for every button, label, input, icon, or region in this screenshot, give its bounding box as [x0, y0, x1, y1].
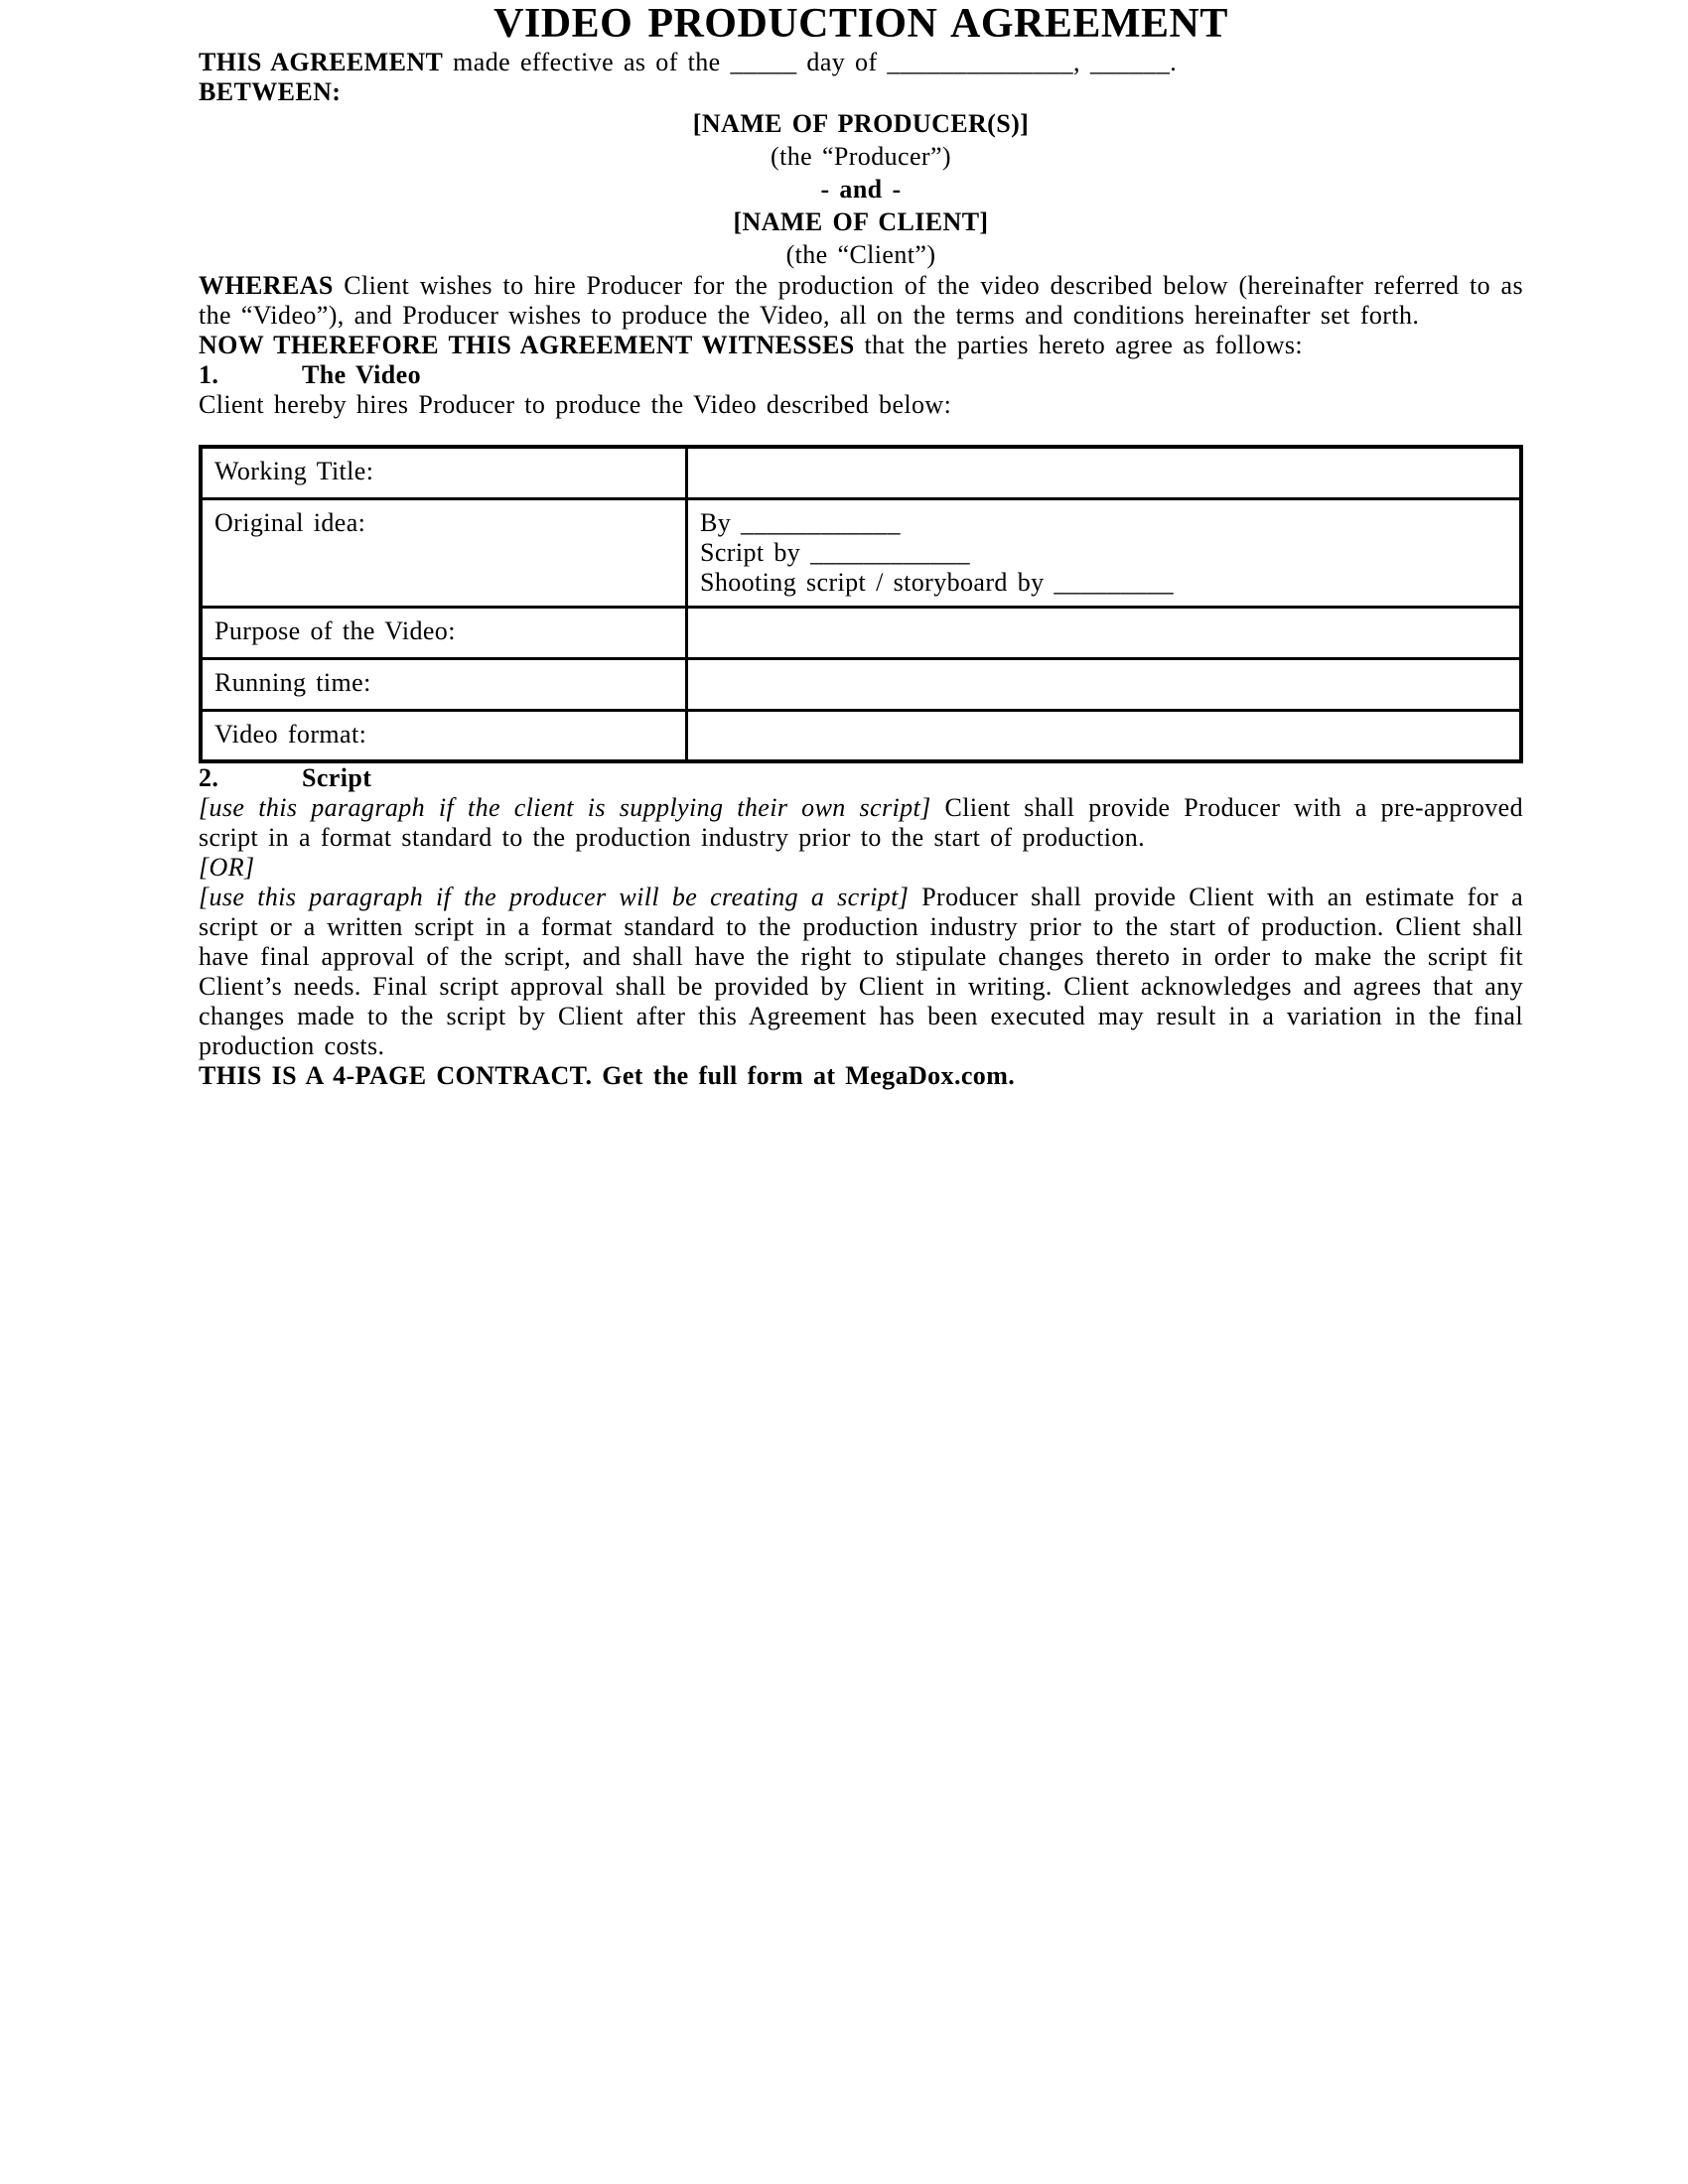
client-name-placeholder: [NAME OF CLIENT]: [733, 207, 989, 236]
row-label: Working Title:: [201, 447, 687, 498]
now-therefore-text: that the parties hereto agree as follows:: [854, 331, 1304, 359]
producer-alias: (the “Producer”): [771, 142, 951, 171]
table-row-working-title: [201, 447, 1521, 498]
producer-script-text: Producer shall provide Client with an estimate for a script or a written script in a format standard to the production industry prior to the start of production. Client shall have final approval of the script, and shall have the right to stipulate changes thereto in order to make the script fit Client’s needs. Final script approval shall be provided by Client in writing. Client acknowledges and agrees that any changes made to the script by Client after this Agreement has been executed may result in a variation in the final production costs.: [199, 883, 1524, 1060]
table-row-video-format: [201, 710, 1521, 761]
original-idea-storyboard-line: Shooting script / storyboard by _________: [700, 567, 1174, 597]
table-row-original-idea: [201, 498, 1521, 607]
whereas-text: Client wishes to hire Producer for the production of the video described below (hereinafter referred to as the “Video”), and Producer wishes to produce the Video, all on the terms and conditions hereinafter set forth.: [199, 271, 1523, 330]
whereas-paragraph: [199, 271, 1523, 331]
section-2-title: Script: [302, 763, 372, 792]
section-1-number: 1.: [199, 360, 219, 389]
client-alias: (the “Client”): [785, 240, 936, 269]
section-2-heading: [199, 763, 1523, 793]
row-value: [687, 498, 1522, 607]
table-row-purpose: [201, 607, 1521, 658]
original-idea-script-by-line: Script by ____________: [700, 537, 970, 567]
row-value: [687, 607, 1522, 658]
producer-script-paragraph: [199, 883, 1523, 1061]
between-label: BETWEEN:: [199, 77, 342, 106]
contract-footer-note: THIS IS A 4-PAGE CONTRACT. Get the full form at MegaDox.com.: [199, 1061, 1016, 1090]
or-separator: [OR]: [199, 853, 255, 882]
section-2-number: 2.: [199, 763, 219, 792]
section-1-title: The Video: [302, 360, 422, 389]
section-1-heading: [199, 360, 1523, 390]
row-label: Running time:: [201, 658, 687, 710]
video-details-table: [199, 445, 1523, 763]
client-script-text: Client shall provide Producer with a pre-approved script in a format standard to the production industry prior to the start of production.: [199, 793, 1523, 852]
whereas-keyword: WHEREAS: [199, 271, 334, 300]
producer-script-instruction: [use this paragraph if the producer will be creating a script]: [199, 883, 910, 911]
client-script-instruction: [use this paragraph if the client is supplying their own script]: [199, 793, 931, 822]
table-row-running-time: [201, 658, 1521, 710]
row-value: [687, 447, 1522, 498]
row-label: Video format:: [201, 710, 687, 761]
effective-date-text: made effective as of the _____ day of ______________, ______.: [443, 48, 1178, 76]
section-1-lead-line: Client hereby hires Producer to produce the Video described below:: [199, 390, 952, 419]
row-label: Original idea:: [201, 498, 687, 607]
client-script-paragraph: [199, 793, 1523, 853]
now-therefore-paragraph: [199, 331, 1523, 360]
effective-date-line: [199, 48, 1523, 77]
row-value: [687, 658, 1522, 710]
now-therefore-keyword: NOW THEREFORE THIS AGREEMENT WITNESSES: [199, 331, 855, 359]
parties-block: [199, 107, 1523, 271]
row-value: [687, 710, 1522, 761]
document-title: VIDEO PRODUCTION AGREEMENT: [493, 1, 1228, 47]
row-label: Purpose of the Video:: [201, 607, 687, 658]
original-idea-by-line: By ____________: [700, 507, 901, 537]
producer-name-placeholder: [NAME OF PRODUCER(S)]: [692, 109, 1030, 138]
and-separator: - and -: [820, 175, 902, 204]
this-agreement-keyword: THIS AGREEMENT: [199, 48, 444, 76]
